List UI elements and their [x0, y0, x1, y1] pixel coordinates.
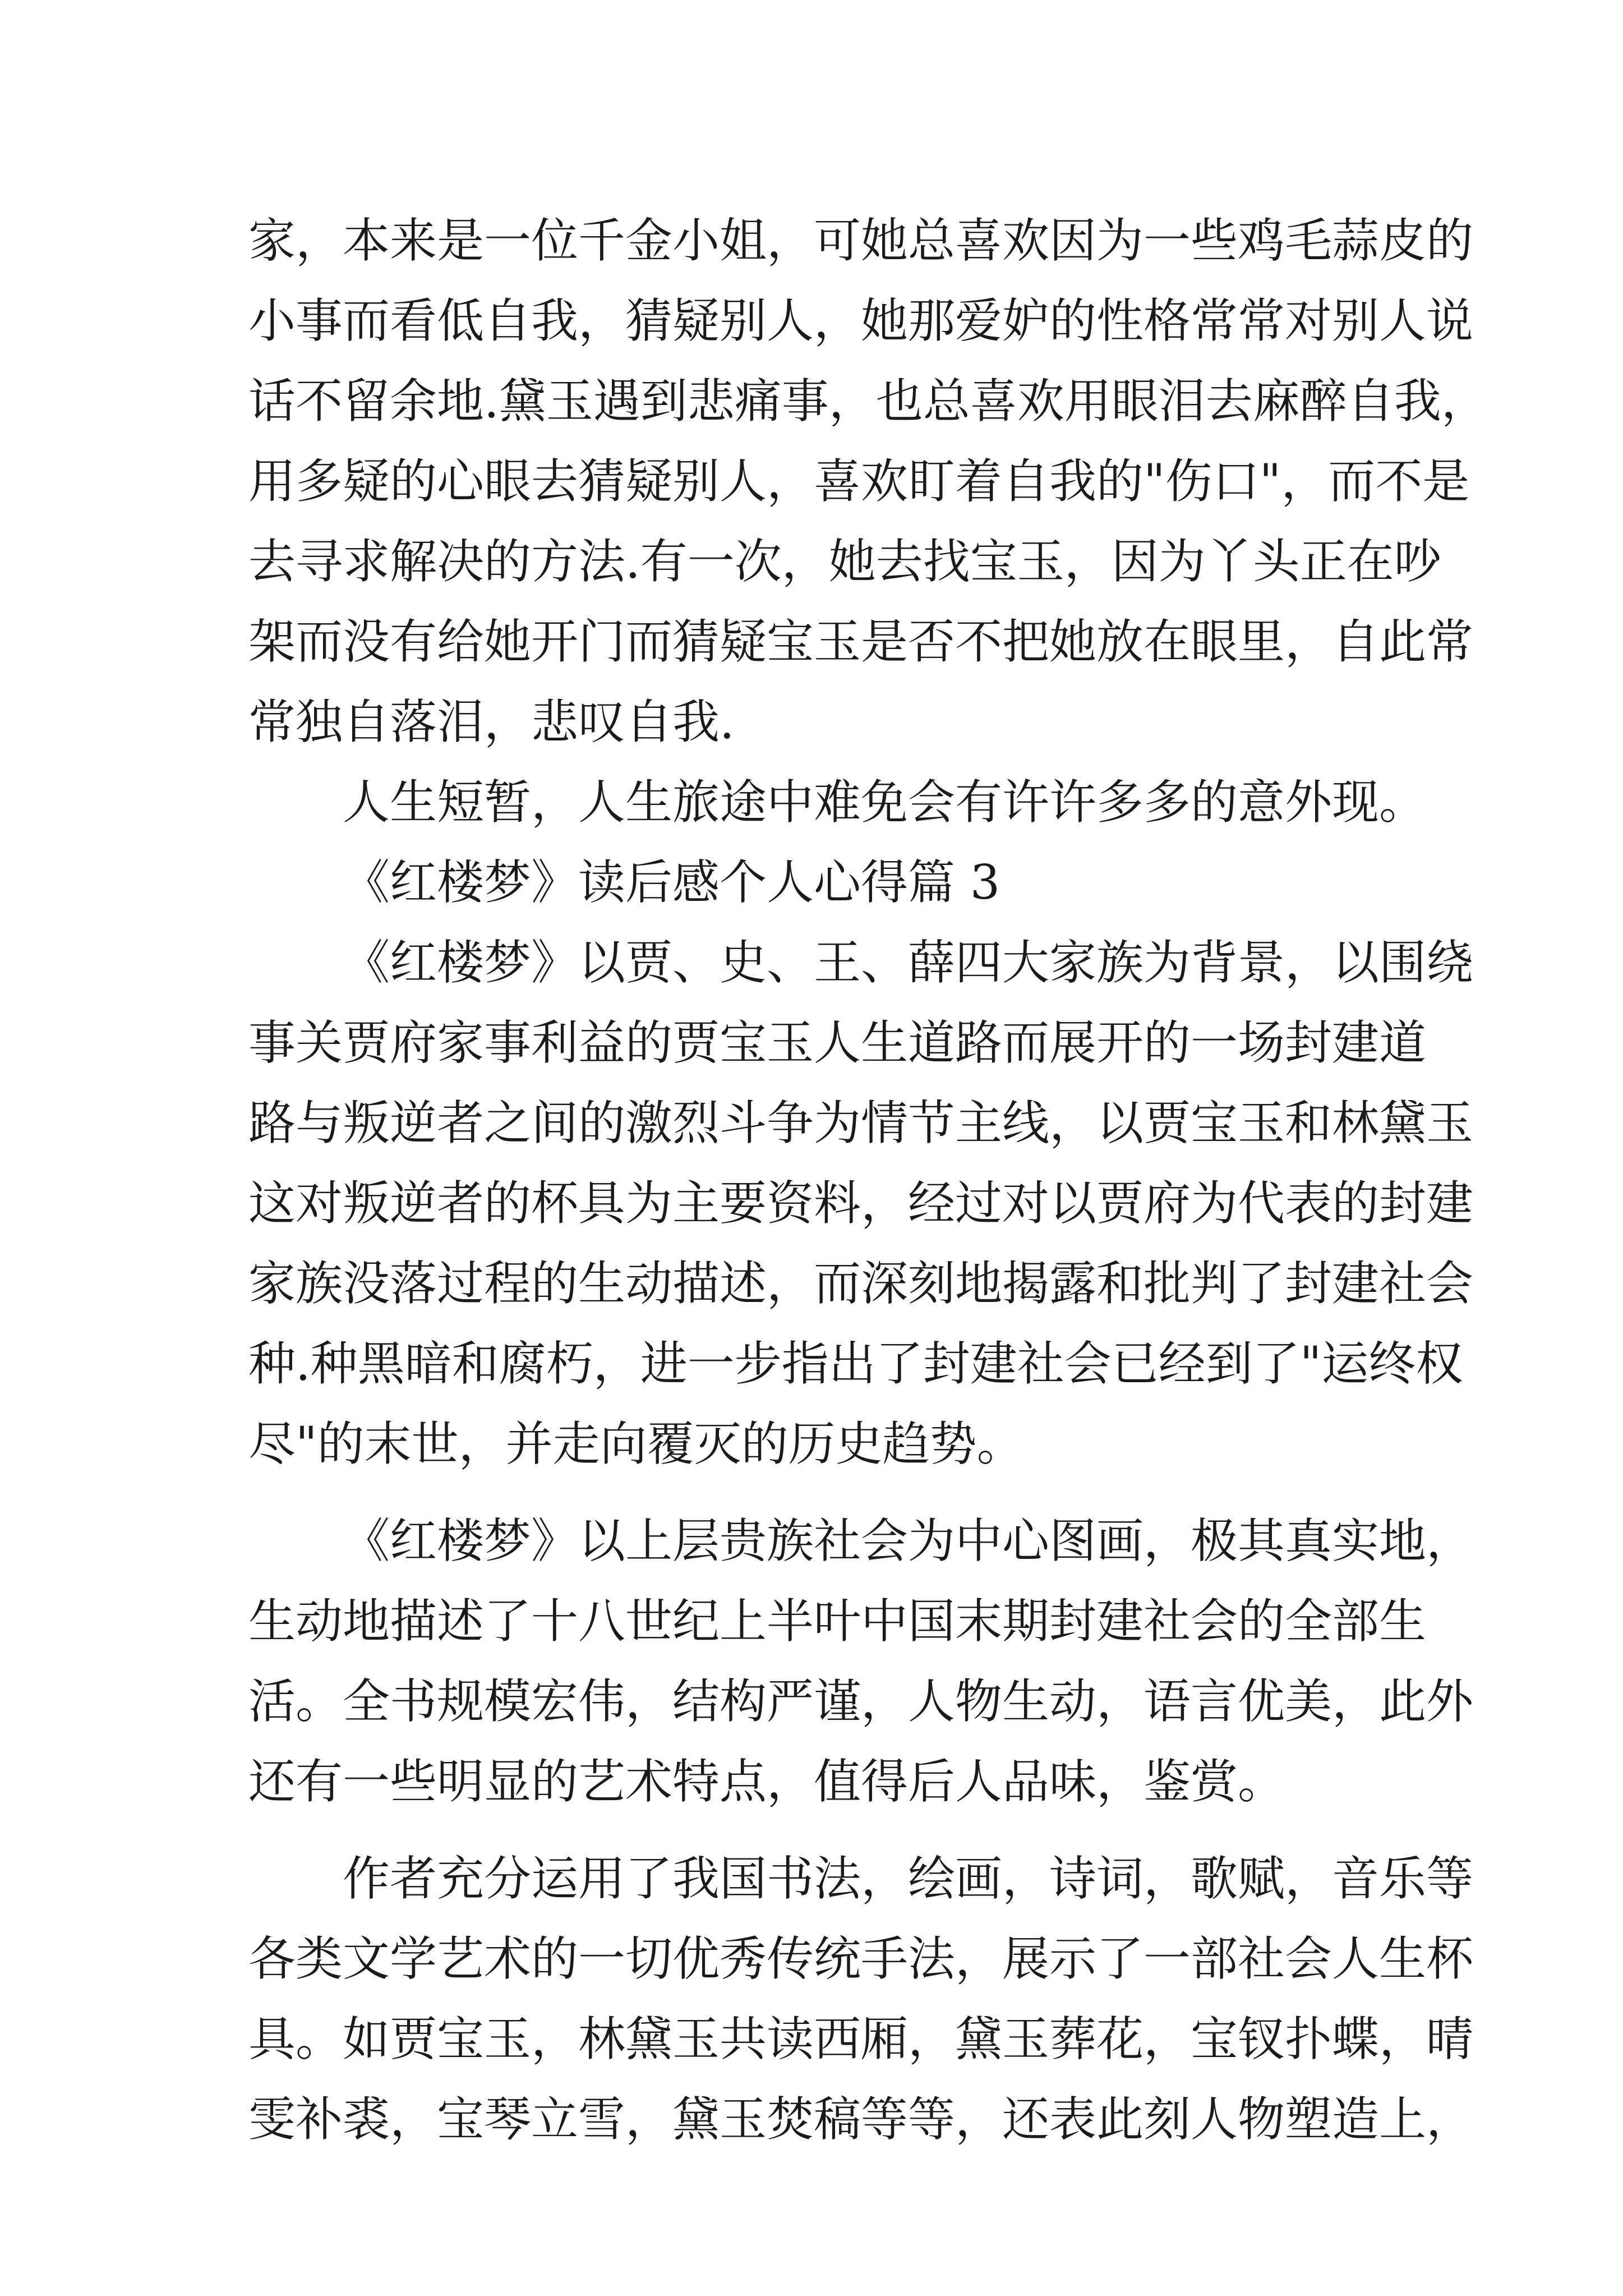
text-line: 雯补裘，宝琴立雪，黛玉焚稿等等，还表此刻人物塑造上， — [248, 2092, 1474, 2147]
text-line: 路与叛逆者之间的激烈斗争为情节主线，以贾宝玉和林黛玉 — [248, 1096, 1474, 1151]
text-line: 各类文学艺术的一切优秀传统手法，展示了一部社会人生杯 — [248, 1931, 1474, 1986]
text-line: 《红楼梦》以贾、史、王、薛四大家族为背景，以围绕 — [343, 935, 1474, 990]
text-line: 活。全书规模宏伟，结构严谨，人物生动，语言优美，此外 — [248, 1674, 1474, 1729]
text-line: 人生短暂，人生旅途中难免会有许许多多的意外现。 — [343, 775, 1427, 830]
text-line: 具。如贾宝玉，林黛玉共读西厢，黛玉葬花，宝钗扑蝶，晴 — [248, 2012, 1474, 2067]
text-line: 事关贾府家事利益的贾宝玉人生道路而展开的一场封建道 — [248, 1015, 1427, 1070]
text-line: 常独自落泪，悲叹自我. — [248, 694, 735, 749]
text-line: 尽"的末世，并走向覆灭的历史趋势。 — [248, 1416, 1024, 1471]
text-line: 架而没有给她开门而猜疑宝玉是否不把她放在眼里，自此常 — [248, 614, 1474, 669]
text-line: 种.种黑暗和腐朽，进一步指出了封建社会已经到了"运终权 — [248, 1336, 1463, 1391]
text-line: 这对叛逆者的杯具为主要资料，经过对以贾府为代表的封建 — [248, 1176, 1474, 1231]
text-line: 家族没落过程的生动描述，而深刻地揭露和批判了封建社会 — [248, 1256, 1474, 1311]
paragraph-gap — [248, 1484, 1409, 1501]
text-line: 家，本来是一位千金小姐，可她总喜欢因为一些鸡毛蒜皮的 — [248, 213, 1474, 268]
text-line: 生动地描述了十八世纪上半叶中国末期封建社会的全部生 — [248, 1594, 1427, 1649]
text-line: 去寻求解决的方法.有一次，她去找宝玉，因为丫头正在吵 — [248, 534, 1441, 589]
text-line: 话不留余地.黛玉遇到悲痛事，也总喜欢用眼泪去麻醉自我， — [248, 374, 1488, 429]
text-line: 小事而看低自我，猜疑别人，她那爱妒的性格常常对别人说 — [248, 293, 1474, 348]
text-line: 还有一些明显的艺术特点，值得后人品味，鉴赏。 — [248, 1754, 1285, 1809]
text-line: 作者充分运用了我国书法，绘画，诗词，歌赋，音乐等 — [343, 1851, 1474, 1906]
section-heading: 《红楼梦》读后感个人心得篇 3 — [343, 855, 1000, 910]
text-line: 用多疑的心眼去猜疑别人，喜欢盯着自我的"伤口"，而不是 — [248, 454, 1470, 509]
paragraph-gap — [248, 1822, 1409, 1839]
body-text — [248, 201, 1488, 2160]
text-line: 《红楼梦》以上层贵族社会为中心图画，极其真实地， — [343, 1513, 1474, 1568]
